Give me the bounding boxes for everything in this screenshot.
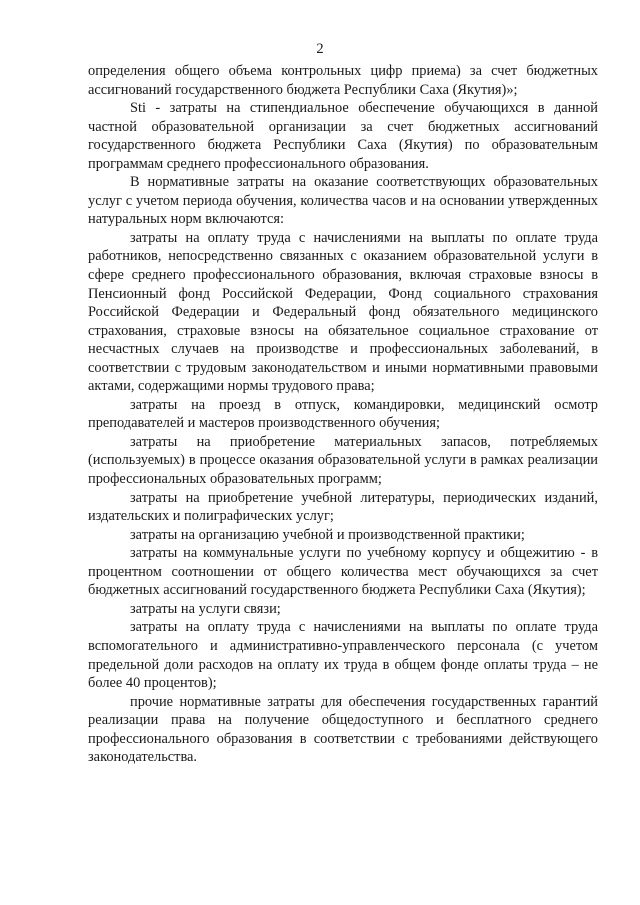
document-body xyxy=(88,62,598,767)
paragraph-item-materials: затраты на приобретение материальных запасов, потребляемых (используемых) в процессе оказания образовательной услуги в рамках реализации профессиональных образовательных программ; xyxy=(88,433,598,488)
paragraph-normative-intro: В нормативные затраты на оказание соответствующих образовательных услуг с учетом периода обучения, количества часов и на основании утвержденных натуральных норм включаются: xyxy=(88,174,598,228)
paragraph-item-admin-labor: затраты на оплату труда с начислениями на выплаты по оплате труда вспомогательного и административно-управленческого персонала (с учетом предельной доли расходов на оплату их труда в общем фонде оплаты труда – не более 40 процентов); xyxy=(88,619,598,692)
paragraph-item-communication: затраты на услуги связи; xyxy=(130,600,281,617)
paragraph-item-literature: затраты на приобретение учебной литературы, периодических изданий, издательских и полиграфических услуг; xyxy=(88,489,598,525)
paragraph-sti-definition: Sti - затраты на стипендиальное обеспечение обучающихся в данной частной образовательной организации за счет бюджетных ассигнований государственного бюджета Республики Саха (Якутия) по образовательным программам среднего профессионального образования. xyxy=(88,100,598,172)
page-number: 2 xyxy=(316,41,324,57)
paragraph-item-travel: затраты на проезд в отпуск, командировки, медицинский осмотр преподавателей и мастеров производственного обучения; xyxy=(88,396,598,432)
paragraph-item-other: прочие нормативные затраты для обеспечения государственных гарантий реализации права на получение общедоступного и бесплатного среднего профессионального образования в соответствии с требованиями действующего законодательства. xyxy=(88,693,598,766)
paragraph-continuation: определения общего объема контрольных цифр приема) за счет бюджетных ассигнований государственного бюджета Республики Саха (Якутия)»; xyxy=(88,63,598,98)
paragraph-item-utilities: затраты на коммунальные услуги по учебному корпусу и общежитию - в процентном соотношении от общего количества мест обучающихся за счет бюджетных ассигнований государственного бюджета Республики Саха (Якутия); xyxy=(88,545,598,599)
paragraph-item-labor: затраты на оплату труда с начислениями на выплаты по оплате труда работников, непосредственно связанных с оказанием образовательной услуги в сфере среднего профессионального образования, включая страховые взносы в Пенсионный фонд Российской Федерации, Фонд социального страхования Российской Федерации и Федеральный фонд обязательного медицинского страхования, страховые взносы на обязательное социальное страхование от несчастных случаев на производстве и профессиональных заболеваний, в соответствии с трудовым законодательством и иными нормативными правовыми актами, содержащими нормы трудового права; xyxy=(88,229,598,395)
paragraph-item-practice: затраты на организацию учебной и производственной практики; xyxy=(130,526,525,543)
